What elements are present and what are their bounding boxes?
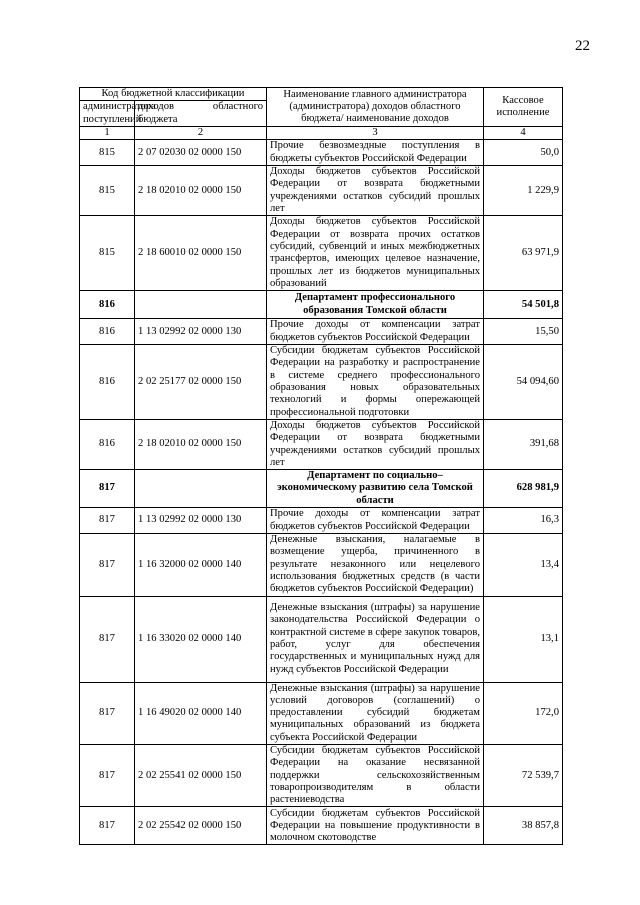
- table-row: [80, 166, 563, 216]
- header-regional-income: доходов областного бюджета: [135, 101, 267, 127]
- department-row: [80, 470, 563, 508]
- income-code: 1 13 02992 02 0000 130: [135, 319, 267, 345]
- income-code: [135, 291, 267, 319]
- department-row: [80, 291, 563, 319]
- table-row: [80, 744, 563, 806]
- income-code: 2 18 02010 02 0000 150: [135, 166, 267, 216]
- amount: 54 094,60: [484, 345, 563, 420]
- department-total: 54 501,8: [484, 291, 563, 319]
- income-name: Прочие доходы от компенсации затрат бюджетов субъектов Российской Федерации: [267, 508, 484, 534]
- amount: 63 971,9: [484, 216, 563, 291]
- table-row: [80, 319, 563, 345]
- department-total: 628 981,9: [484, 470, 563, 508]
- income-name: Прочие безвозмездные поступления в бюджеты субъектов Российской Федерации: [267, 140, 484, 166]
- income-name: Доходы бюджетов субъектов Российской Федерации от возврата бюджетными учреждениями остатков субсидий прошлых лет: [267, 166, 484, 216]
- admin-code: 815: [80, 216, 135, 291]
- amount: 15,50: [484, 319, 563, 345]
- amount: 50,0: [484, 140, 563, 166]
- header-administrator-name: Наименование главного администратора (администратора) доходов областного бюджета/ наименование доходов: [267, 88, 484, 127]
- table-header: [80, 88, 563, 140]
- header-cash-execution: Кассовое исполнение: [484, 88, 563, 127]
- admin-code: 817: [80, 807, 135, 845]
- header-admin-of-revenue: администратора поступлений: [80, 101, 135, 127]
- income-code: 2 02 25541 02 0000 150: [135, 744, 267, 806]
- column-number: 1: [80, 126, 135, 139]
- table-row: [80, 508, 563, 534]
- income-name: Доходы бюджетов субъектов Российской Федерации от возврата прочих остатков субсидий, субвенций и иных межбюджетных трансфертов, имеющих целевое назначение, прошлых лет из бюджетов муниципальных образований: [267, 216, 484, 291]
- table-row: [80, 216, 563, 291]
- admin-code: 815: [80, 140, 135, 166]
- admin-code: 817: [80, 508, 135, 534]
- income-code: 2 07 02030 02 0000 150: [135, 140, 267, 166]
- column-number: 3: [267, 126, 484, 139]
- income-name: Субсидии бюджетам субъектов Российской Федерации на повышение продуктивности в молочном скотоводстве: [267, 807, 484, 845]
- income-name: Денежные взыскания (штрафы) за нарушение законодательства Российской Федерации о контрактной системе в сфере закупок товаров, работ, услуг для обеспечения государственных и муниципальных нужд для нужд субъектов Российской Федерации: [267, 596, 484, 682]
- department-name: Департамент профессионального образования Томской области: [267, 291, 484, 319]
- income-name: Субсидии бюджетам субъектов Российской Федерации на оказание несвязанной поддержки сельскохозяйственным товаропроизводителям в области растениеводства: [267, 744, 484, 806]
- income-code: [135, 470, 267, 508]
- table-row: [80, 596, 563, 682]
- income-code: 2 18 02010 02 0000 150: [135, 419, 267, 469]
- amount: 13,1: [484, 596, 563, 682]
- amount: 16,3: [484, 508, 563, 534]
- admin-code: 817: [80, 470, 135, 508]
- admin-code: 817: [80, 744, 135, 806]
- table-row: [80, 807, 563, 845]
- income-code: 2 02 25177 02 0000 150: [135, 345, 267, 420]
- header-budget-code: Код бюджетной классификации: [80, 88, 267, 101]
- admin-code: 817: [80, 534, 135, 596]
- admin-code: 817: [80, 596, 135, 682]
- department-name: Департамент по социально–экономическому развитию села Томской области: [267, 470, 484, 508]
- amount: 38 857,8: [484, 807, 563, 845]
- page-number: 22: [575, 38, 590, 54]
- table-row: [80, 140, 563, 166]
- admin-code: 816: [80, 291, 135, 319]
- amount: 1 229,9: [484, 166, 563, 216]
- admin-code: 816: [80, 319, 135, 345]
- amount: 13,4: [484, 534, 563, 596]
- table-row: [80, 682, 563, 744]
- column-number: 4: [484, 126, 563, 139]
- admin-code: 816: [80, 419, 135, 469]
- income-name: Денежные взыскания, налагаемые в возмещение ущерба, причиненного в результате незаконного или нецелевого использования бюджетных средств (в части бюджетов субъектов Российской Федерации): [267, 534, 484, 596]
- column-number: 2: [135, 126, 267, 139]
- income-name: Прочие доходы от компенсации затрат бюджетов субъектов Российской Федерации: [267, 319, 484, 345]
- income-code: 1 16 49020 02 0000 140: [135, 682, 267, 744]
- income-code: 1 16 33020 02 0000 140: [135, 596, 267, 682]
- admin-code: 816: [80, 345, 135, 420]
- amount: 72 539,7: [484, 744, 563, 806]
- revenue-table: [79, 87, 563, 845]
- table-row: [80, 345, 563, 420]
- income-code: 1 16 32000 02 0000 140: [135, 534, 267, 596]
- income-code: 1 13 02992 02 0000 130: [135, 508, 267, 534]
- table-row: [80, 419, 563, 469]
- income-name: Доходы бюджетов субъектов Российской Федерации от возврата бюджетными учреждениями остатков субсидий прошлых лет: [267, 419, 484, 469]
- income-code: 2 18 60010 02 0000 150: [135, 216, 267, 291]
- admin-code: 817: [80, 682, 135, 744]
- amount: 172,0: [484, 682, 563, 744]
- income-name: Субсидии бюджетам субъектов Российской Федерации на разработку и распространение в системе среднего профессионального образования новых образовательных технологий и формы опережающей профессиональной подготовки: [267, 345, 484, 420]
- amount: 391,68: [484, 419, 563, 469]
- admin-code: 815: [80, 166, 135, 216]
- income-name: Денежные взыскания (штрафы) за нарушение условий договоров (соглашений) о предоставлении субсидий бюджетам муниципальных образований из бюджета субъекта Российской Федерации: [267, 682, 484, 744]
- income-code: 2 02 25542 02 0000 150: [135, 807, 267, 845]
- table-row: [80, 534, 563, 596]
